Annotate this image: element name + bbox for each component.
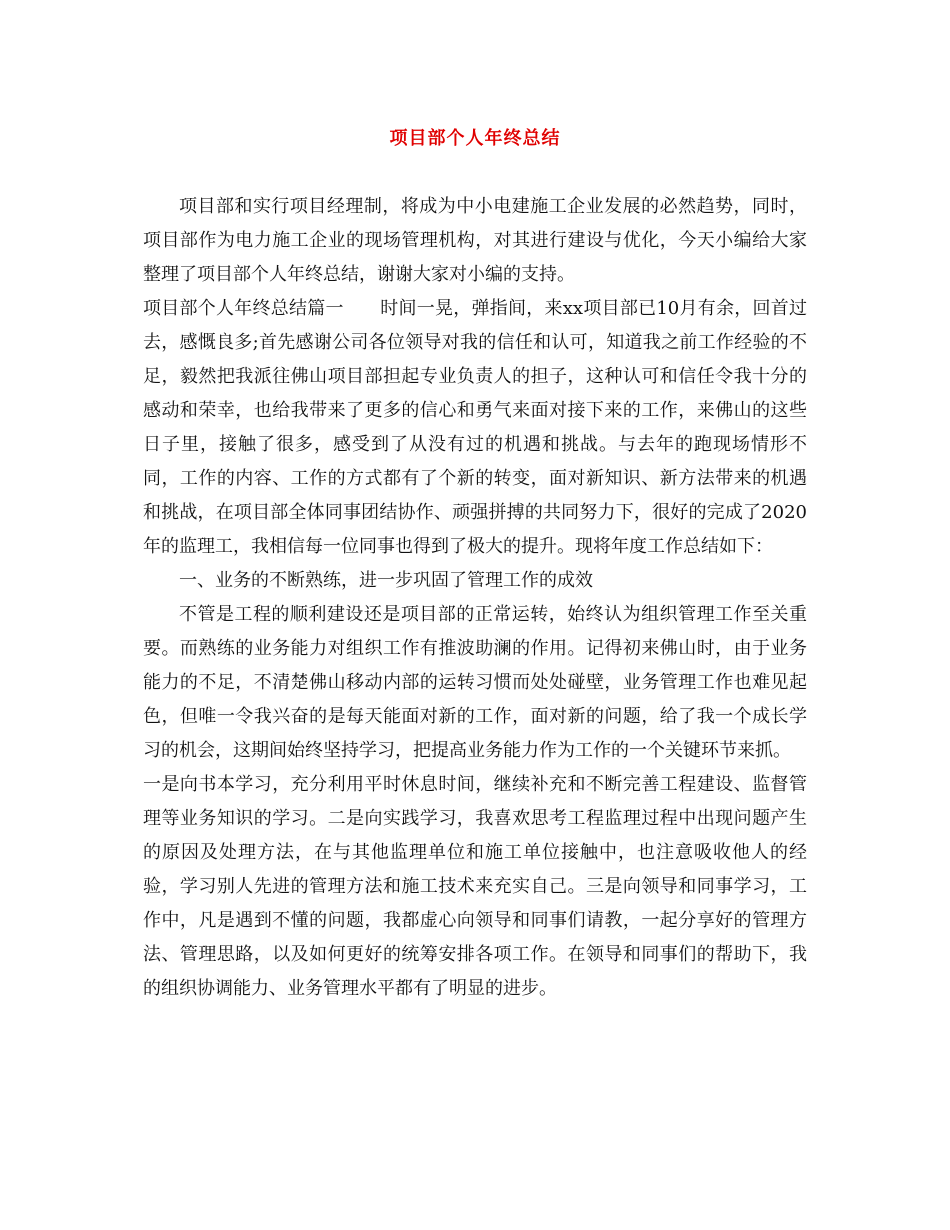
section1-paragraph-2: 一是向书本学习，充分利用平时休息时间，继续补充和不断完善工程建设、监督管理等业务知识的学习。二是向实践学习，我喜欢思考工程监理过程中出现问题产生的原因及处理方法，在与其他监理单位和施工单位接触中，也注意吸收他人的经验，学习别人先进的管理方法和施工技术来充实自己。三是向领导和同事学习，工作中，凡是遇到不懂的问题，我都虚心向领导和同事们请教，一起分享好的管理方法、管理思路，以及如何更好的统筹安排各项工作。在领导和同事们的帮助下，我的组织协调能力、业务管理水平都有了明显的进步。 [143,774,807,999]
document-body [143,190,807,1006]
document-title: 项目部个人年终总结 [389,128,561,149]
part1-paragraph: 项目部个人年终总结篇一 时间一晃，弹指间，来xx项目部已10月有余，回首过去，感慨良多;首先感谢公司各位领导对我的信任和认可，知道我之前工作经验的不足，毅然把我派往佛山项目部担起专业负责人的担子，这种认可和信任令我十分的感动和荣幸，也给我带来了更多的信心和勇气来面对接下来的工作，来佛山的这些日子里，接触了很多，感受到了从没有过的机遇和挑战。与去年的跑现场情形不同，工作的内容、工作的方式都有了个新的转变，面对新知识、新方法带来的机遇和挑战，在项目部全体同事团结协作、顽强拼搏的共同努力下，很好的完成了2020年的监理工，我相信每一位同事也得到了极大的提升。现将年度工作总结如下： [143,298,807,557]
intro-paragraph: 项目部和实行项目经理制，将成为中小电建施工企业发展的必然趋势，同时，项目部作为电力施工企业的现场管理机构，对其进行建设与优化，今天小编给大家整理了项目部个人年终总结，谢谢大家对小编的支持。 [143,196,807,285]
section1-paragraph-1: 不管是工程的顺利建设还是项目部的正常运转，始终认为组织管理工作至关重要。而熟练的业务能力对组织工作有推波助澜的作用。记得初来佛山时，由于业务能力的不足，不清楚佛山移动内部的运转习惯而处处碰壁，业务管理工作也难见起色，但唯一令我兴奋的是每天能面对新的工作，面对新的问题，给了我一个成长学习的机会，这期间始终坚持学习，把提高业务能力作为工作的一个关键环节来抓。 [143,604,807,761]
section1-heading: 一、业务的不断熟练，进一步巩固了管理工作的成效 [179,570,593,591]
